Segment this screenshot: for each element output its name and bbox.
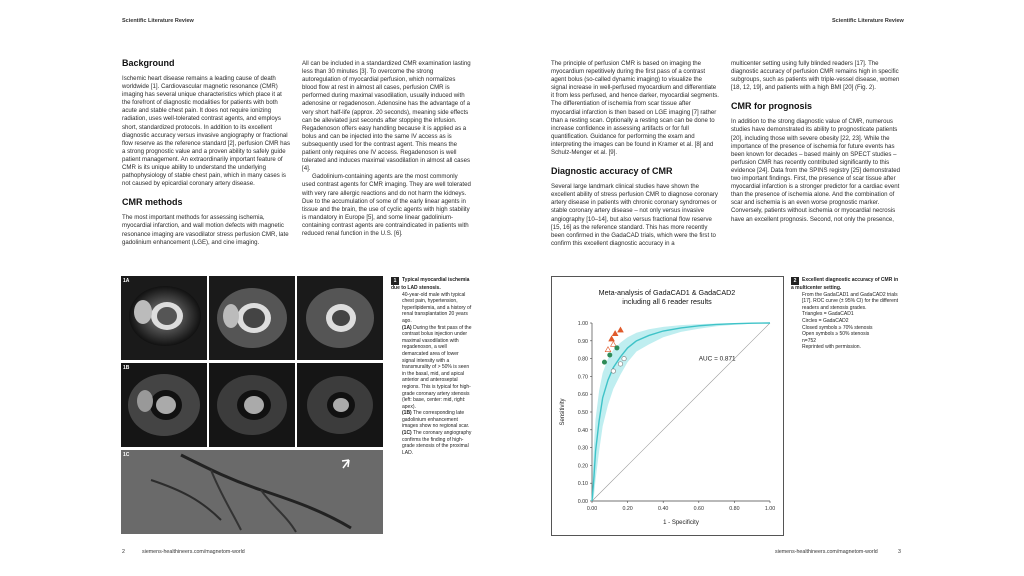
column-2 bbox=[302, 60, 472, 238]
header-left: Scientific Literature Review bbox=[122, 18, 194, 24]
chart-title-line-2: including all 6 reader results bbox=[622, 297, 712, 306]
chart-title-line-1: Meta-analysis of GadaCAD1 & GadaCAD2 bbox=[598, 288, 736, 297]
y-tick-label: 0.20 bbox=[577, 463, 588, 470]
paragraph-col3-1: The principle of perfusion CMR is based on imaging the myocardium repetitively during the first pass of a contrast agent bolus (so-called dynamic imaging) to visualize the signal increase in well-perfused myocardium and differentiate it from less perfused, and hence darker, myocardial segments. The differentiation of ischemia from scar tissue after myocardial infarction is then based on LGE imaging [7] rather than a resting scan. Optionally a resting scan can be done to increase confidence in assessing artifacts or for full quantification. Guidance for performing the exam and interpreting the images can be found in Kramer et al. [8] and Schulz-Menger et al. [9]. bbox=[551, 60, 719, 157]
column-4 bbox=[731, 60, 901, 224]
figure-1c-text: The coronary angiography confirms the finding of high-grade stenosis of the proximal LAD. bbox=[402, 430, 472, 456]
y-tick-label: 0.80 bbox=[577, 356, 588, 363]
lge-image-1b-base bbox=[121, 363, 207, 447]
reader-point-circle bbox=[608, 353, 612, 357]
heading-background: Background bbox=[122, 58, 175, 68]
x-tick-label: 0.00 bbox=[586, 506, 598, 512]
roc-chart-svg bbox=[552, 277, 783, 535]
heading-prognosis: CMR for prognosis bbox=[731, 101, 812, 112]
y-tick-label: 0.30 bbox=[577, 445, 588, 452]
figure-1-intro: 40-year-old male with typical chest pain, hypertension, hyperlipidemia, and a history of renal transplantation 20 years ago. bbox=[402, 291, 472, 324]
figure-number-1: 1 bbox=[391, 277, 399, 285]
figure-1a-label: (1A) bbox=[402, 324, 412, 331]
figure-2-caption-line: Closed symbols ≥ 70% stenosis bbox=[802, 324, 873, 331]
reader-point-triangle bbox=[612, 331, 618, 336]
footer-url-left[interactable]: siemens-healthineers.com/magnetom-world bbox=[142, 549, 245, 555]
y-tick-label: 0.70 bbox=[577, 374, 588, 381]
figure-1-caption bbox=[391, 277, 473, 456]
reader-point-triangle bbox=[609, 336, 615, 341]
column-1 bbox=[122, 58, 290, 247]
x-tick-label: 0.60 bbox=[693, 506, 704, 512]
figure-2-caption-line: Triangles = GadaCAD1 bbox=[802, 311, 854, 318]
mri-image-1a-apex bbox=[297, 276, 383, 360]
page-number-left: 2 bbox=[122, 549, 125, 555]
x-tick-label: 0.40 bbox=[658, 506, 669, 512]
reader-point-triangle bbox=[618, 327, 624, 332]
x-tick-label: 1.00 bbox=[764, 506, 776, 512]
figure-1-title: Typical myocardial ischemia due to LAD stenosis. bbox=[391, 277, 470, 291]
page-number-right: 3 bbox=[898, 549, 901, 555]
column-3 bbox=[551, 60, 719, 248]
figure-label-1a: 1A bbox=[123, 278, 130, 284]
paragraph-col2-1: All can be included in a standardized CMR examination lasting less than 30 minutes [3]. To overcome the strong autoregulation of myocardial perfusion, which normalizes blood flow at rest in almost all cases, perfusion CMR is performed during maximal vasodilation, usually induced with adenosine or regadenoson. Adenosine has the advantage of a very short half-life (approx. 20 seconds), meaning side effects can be alleviated just seconds after stopping the infusion. Regadenoson offers easy handling because it is applied as a bolus and can be injected into the same IV access as is subsequently used for the contrast agent. This means the patient only requires one IV access. Regadenoson is well tolerated and induces maximal vasodilation in almost all cases [4]. bbox=[302, 60, 471, 173]
y-tick-label: 0.00 bbox=[577, 499, 588, 505]
paragraph-col2-2: Gadolinium-containing agents are the most commonly used contrast agents for CMR imaging. They are well tolerated with very rare allergic reactions and do not harm the kidneys. Due to the accumulation of some of the early linear agents in tissue and the brain, the use of cyclic agents with high stability is mandatory in Europe [5], and some linear gadolinium-containing contrast agents are contraindicated in patients with reduced renal function in the U.S. [6]. bbox=[302, 173, 471, 237]
y-tick-label: 0.60 bbox=[577, 392, 588, 399]
figure-2-caption-line: Circles = GadaCAD2 bbox=[802, 317, 849, 324]
figure-2-caption-line: Reprinted with permission. bbox=[802, 344, 861, 351]
reader-point-circle bbox=[611, 369, 615, 373]
figure-2-caption-line: Open symbols ≥ 50% stenosis bbox=[802, 331, 870, 338]
lge-image-1b-mid bbox=[209, 363, 295, 447]
coronary-angiography-1c bbox=[121, 450, 383, 534]
figure-2-roc-chart bbox=[551, 276, 784, 536]
header-right: Scientific Literature Review bbox=[832, 18, 904, 24]
x-tick-label: 0.80 bbox=[729, 506, 740, 512]
paragraph-background: Ischemic heart disease remains a leading cause of death worldwide [1]. Cardiovascular magnetic resonance (CMR) imaging has several unique characteristics which place it at the forefront of diagnostic modalities for patients with both acute and stable chest pain. It does not require ionizing radiation, uses well-tolerated contrast agents, and employs short, standardized protocols. In addition to its excellent diagnostic accuracy versus invasive angiography or fractional flow reserve as the reference standard [2], perfusion CMR has a strong prognostic value and a proven ability to safely guide patient management. An extraordinarily important feature of CMR is its unique ability to understand the underlying pathophysiology of stable chest pain, which in many cases is not caused by epicardial coronary artery disease. bbox=[122, 75, 290, 188]
figure-1c-label: (1C) bbox=[402, 430, 412, 437]
y-tick-label: 0.10 bbox=[577, 481, 588, 488]
figure-number-2: 2 bbox=[791, 277, 799, 285]
paragraph-col4-1: multicenter setting using fully blinded readers [17]. The diagnostic accuracy of perfusion CMR remains high in specific subgroups, such as patients with triple-vessel disease, women [18, 12, 19], and patients with a high BMI [20] (Fig. 2). bbox=[731, 60, 900, 92]
reader-point-circle bbox=[622, 356, 626, 360]
reader-point-circle bbox=[615, 346, 619, 350]
lge-image-1b-apex bbox=[297, 363, 383, 447]
x-tick-label: 0.20 bbox=[622, 506, 633, 512]
y-tick-label: 0.50 bbox=[577, 410, 588, 416]
figure-2-caption-line: n=752 bbox=[802, 337, 817, 344]
y-tick-label: 0.90 bbox=[577, 338, 588, 345]
figure-2-caption bbox=[791, 277, 901, 351]
reader-point-circle bbox=[602, 360, 606, 364]
figure-1b-label: (1B) bbox=[402, 410, 412, 417]
mri-image-1a-base bbox=[121, 276, 207, 360]
figure-label-1b: 1B bbox=[123, 365, 130, 371]
reader-point-triangle bbox=[611, 341, 617, 346]
paragraph-prognosis: In addition to the strong diagnostic value of CMR, numerous studies have demonstrated its ability to prognosticate patients [20], including those with severe obesity [22, 23]. While the importance of the presence of ischemia for future events has been known for decades – based mainly on SPECT studies – perfusion CMR has recently contributed significantly to this evidence [24]. Data from the SPINS registry [25] demonstrated two important findings. First, the presence of scar tissue after myocardial infarction is a stronger predictor for a cardiac event than the presence of ischemia alone. And the combination of scar and ischemia is an even worse prognostic marker. Conversely, patients without ischemia or myocardial necrosis have an excellent prognosis. Second, not only the presence, bbox=[731, 118, 901, 223]
paragraph-accuracy: Several large landmark clinical studies have shown the excellent ability of stress perfusion CMR to diagnose coronary artery disease in patients with chronic coronary syndromes or stable coronary artery disease – not only versus invasive angiography [10–14], but also versus fractional flow reserve [15, 16] as the reference standard. This has more recently been confirmed in the GadaCAD trials, which were the first to confirm this excellent diagnostic accuracy in a bbox=[551, 183, 718, 247]
y-axis-label: Sensitivity bbox=[560, 398, 566, 426]
y-tick-label: 0.40 bbox=[577, 427, 588, 434]
figure-1-images bbox=[121, 276, 383, 534]
figure-2-title: Excellent diagnostic accuracy of CMR in a multicenter setting. bbox=[791, 277, 899, 291]
heading-cmr-methods: CMR methods bbox=[122, 197, 183, 208]
reader-point-circle bbox=[618, 362, 622, 366]
figure-1a-text: During the first pass of the contrast bolus injection under maximal vasodilation with regadenoson, a well demarcated area of lower signal intensity with a transmurality of > 50% is seen in the basal, mid, and apical anterior and anteroseptal regions. This is typical for high-grade coronary artery stenosis (left: base, center: mid, right: apex). bbox=[402, 324, 472, 410]
figure-2-caption-line: From the GadaCAD1 and GadaCAD2 trials [17]. ROC curve (± 95% CI) for the different readers and stenosis grades. bbox=[802, 291, 899, 311]
mri-image-1a-mid bbox=[209, 276, 295, 360]
figure-1b-text: The corresponding late gadolinium enhancement images show no regional scar. bbox=[402, 410, 470, 430]
auc-annotation: AUC = 0.871 bbox=[698, 355, 736, 363]
paragraph-methods: The most important methods for assessing ischemia, myocardial infarction, and wall motion defects with magnetic resonance imaging are vasodilator stress perfusion CMR, late gadolinium enhancement (LGE), and cine imaging. bbox=[122, 214, 289, 246]
y-tick-label: 1.00 bbox=[577, 321, 588, 327]
figure-label-1c: 1C bbox=[123, 452, 130, 458]
x-axis-label: 1 - Specificity bbox=[663, 520, 699, 526]
heading-diagnostic-accuracy: Diagnostic accuracy of CMR bbox=[551, 166, 673, 177]
reader-point-triangle bbox=[605, 347, 611, 352]
footer-url-right[interactable]: siemens-healthineers.com/magnetom-world bbox=[775, 549, 878, 555]
